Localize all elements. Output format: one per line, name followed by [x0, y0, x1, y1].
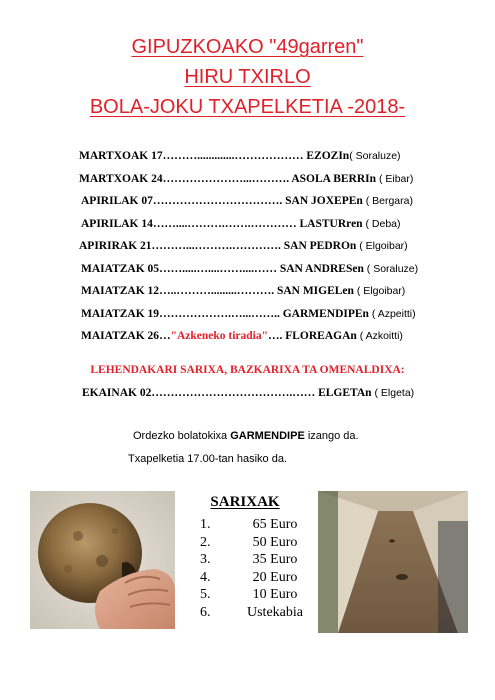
bowling-ball-image [30, 491, 175, 629]
schedule-row [81, 195, 413, 207]
prize-value: 50 Euro [252, 534, 298, 550]
note-venue-name: GARMENDIPE [230, 430, 305, 442]
schedule-place: FLOREAGAn [285, 330, 357, 342]
schedule-row [79, 150, 401, 162]
schedule-dots: ………...……….…………. [151, 240, 284, 252]
schedule-place-detail: ( Azkoitti) [356, 330, 403, 342]
final-heading: LEHENDAKARI SARIXA, BAZKARIXA TA OMENALDIXA: [90, 364, 405, 376]
schedule-place-detail: ( Elgoibar) [356, 240, 408, 252]
schedule-row [79, 240, 408, 252]
prize-row [195, 570, 305, 588]
schedule-place-detail: ( Bergara) [362, 195, 413, 207]
schedule-row [81, 263, 418, 275]
schedule-place: SAN MIGELen [276, 285, 354, 297]
note-text: Ordezko bolatokixa [133, 430, 231, 442]
final-place: ELGETAn [318, 387, 372, 399]
schedule-date: MAIATZAK 26 [81, 330, 160, 342]
schedule-place: ASOLA BERRIn [291, 172, 377, 185]
schedule-date: MAIATZAK 12 [81, 285, 160, 297]
schedule-place-detail: ( Azpeitti) [368, 307, 416, 320]
schedule-date: APIRIRAK 21 [79, 240, 152, 252]
schedule-dots: … [159, 330, 171, 342]
prize-row [195, 587, 305, 605]
schedule-dots: …….....…....……....…… [159, 262, 280, 275]
schedule-place: LASTURren [299, 217, 363, 230]
prize-rank: 5. [200, 587, 211, 602]
schedule-place-detail: ( Soraluze) [349, 150, 401, 162]
schedule-place: SAN JOXEPEn [285, 195, 363, 207]
schedule-place-detail: ( Elgoibar) [353, 285, 406, 297]
prize-value: Ustekabia [247, 604, 303, 620]
prize-value: 35 Euro [252, 552, 298, 567]
bowling-alley-photo [318, 491, 468, 633]
final-date: EKAINAK 02 [82, 387, 152, 399]
schedule-row [81, 308, 416, 320]
schedule-date: APIRILAK 07 [81, 195, 153, 207]
schedule-row [79, 173, 413, 185]
final-detail: ( Elgeta) [371, 387, 415, 399]
prizes-title: SARIXAK [210, 494, 280, 510]
prize-rank: 6. [200, 604, 211, 620]
schedule-date: MAIATZAK 05 [81, 262, 160, 275]
prize-row [195, 517, 305, 535]
schedule-place-detail: ( Soraluze) [363, 262, 419, 275]
final-dots: ……………………………….…… [151, 387, 319, 399]
schedule-dots: ……....……….…….………… [152, 217, 300, 230]
schedule-place-detail: ( Deba) [362, 217, 401, 230]
schedule-date: APIRILAK 14 [81, 217, 153, 230]
bowling-ball-photo [30, 491, 175, 629]
schedule-row [81, 218, 401, 230]
schedule-date: MAIATZAK 19 [81, 307, 160, 320]
note-text-end: izango da. [304, 430, 359, 442]
schedule-special-note: "Azkeneko tiradia" [170, 330, 268, 342]
prize-rank: 3. [200, 552, 211, 567]
schedule-dots: …. [267, 330, 286, 342]
prize-row [195, 535, 305, 553]
title-line-2: HIRU TXIRLO [184, 66, 311, 88]
prize-value: 65 Euro [252, 517, 298, 532]
prize-value: 20 Euro [252, 569, 298, 585]
schedule-place-detail: ( Eibar) [376, 172, 414, 185]
schedule-dots: ……………………………. [152, 195, 286, 207]
schedule-date: MARTXOAK 24 [79, 172, 163, 185]
prize-rank: 4. [200, 569, 211, 585]
schedule-place: SAN PEDROn [283, 240, 357, 252]
note-substitute-venue [133, 430, 359, 442]
schedule-place: EZOZIn [306, 150, 350, 162]
schedule-place: GARMENDIPEn [282, 307, 369, 320]
schedule-place: SAN ANDRESen [279, 262, 364, 275]
schedule-date: MARTXOAK 17 [79, 150, 163, 162]
schedule-dots: ……………….…...…….. [159, 307, 283, 320]
bowling-alley-image [318, 491, 468, 633]
schedule-dots: …………………...………. [162, 172, 292, 185]
prize-rank: 1. [200, 517, 211, 532]
schedule-row [81, 285, 405, 297]
title-line-3: BOLA-JOKU TXAPELKETIA -2018- [89, 96, 406, 118]
schedule-dots: ……….............……………… [162, 150, 307, 162]
prize-row [195, 605, 305, 623]
title-line-1: GIPUZKOAKO "49garren" [131, 36, 364, 58]
prize-value: 10 Euro [252, 587, 298, 602]
schedule-row [81, 330, 403, 342]
prize-rank: 2. [200, 534, 211, 550]
prize-row [195, 552, 305, 570]
note-start-time: Txapelketia 17.00-tan hasiko da. [128, 453, 287, 465]
final-row [82, 387, 414, 399]
schedule-dots: …..……….........………. [159, 285, 277, 297]
